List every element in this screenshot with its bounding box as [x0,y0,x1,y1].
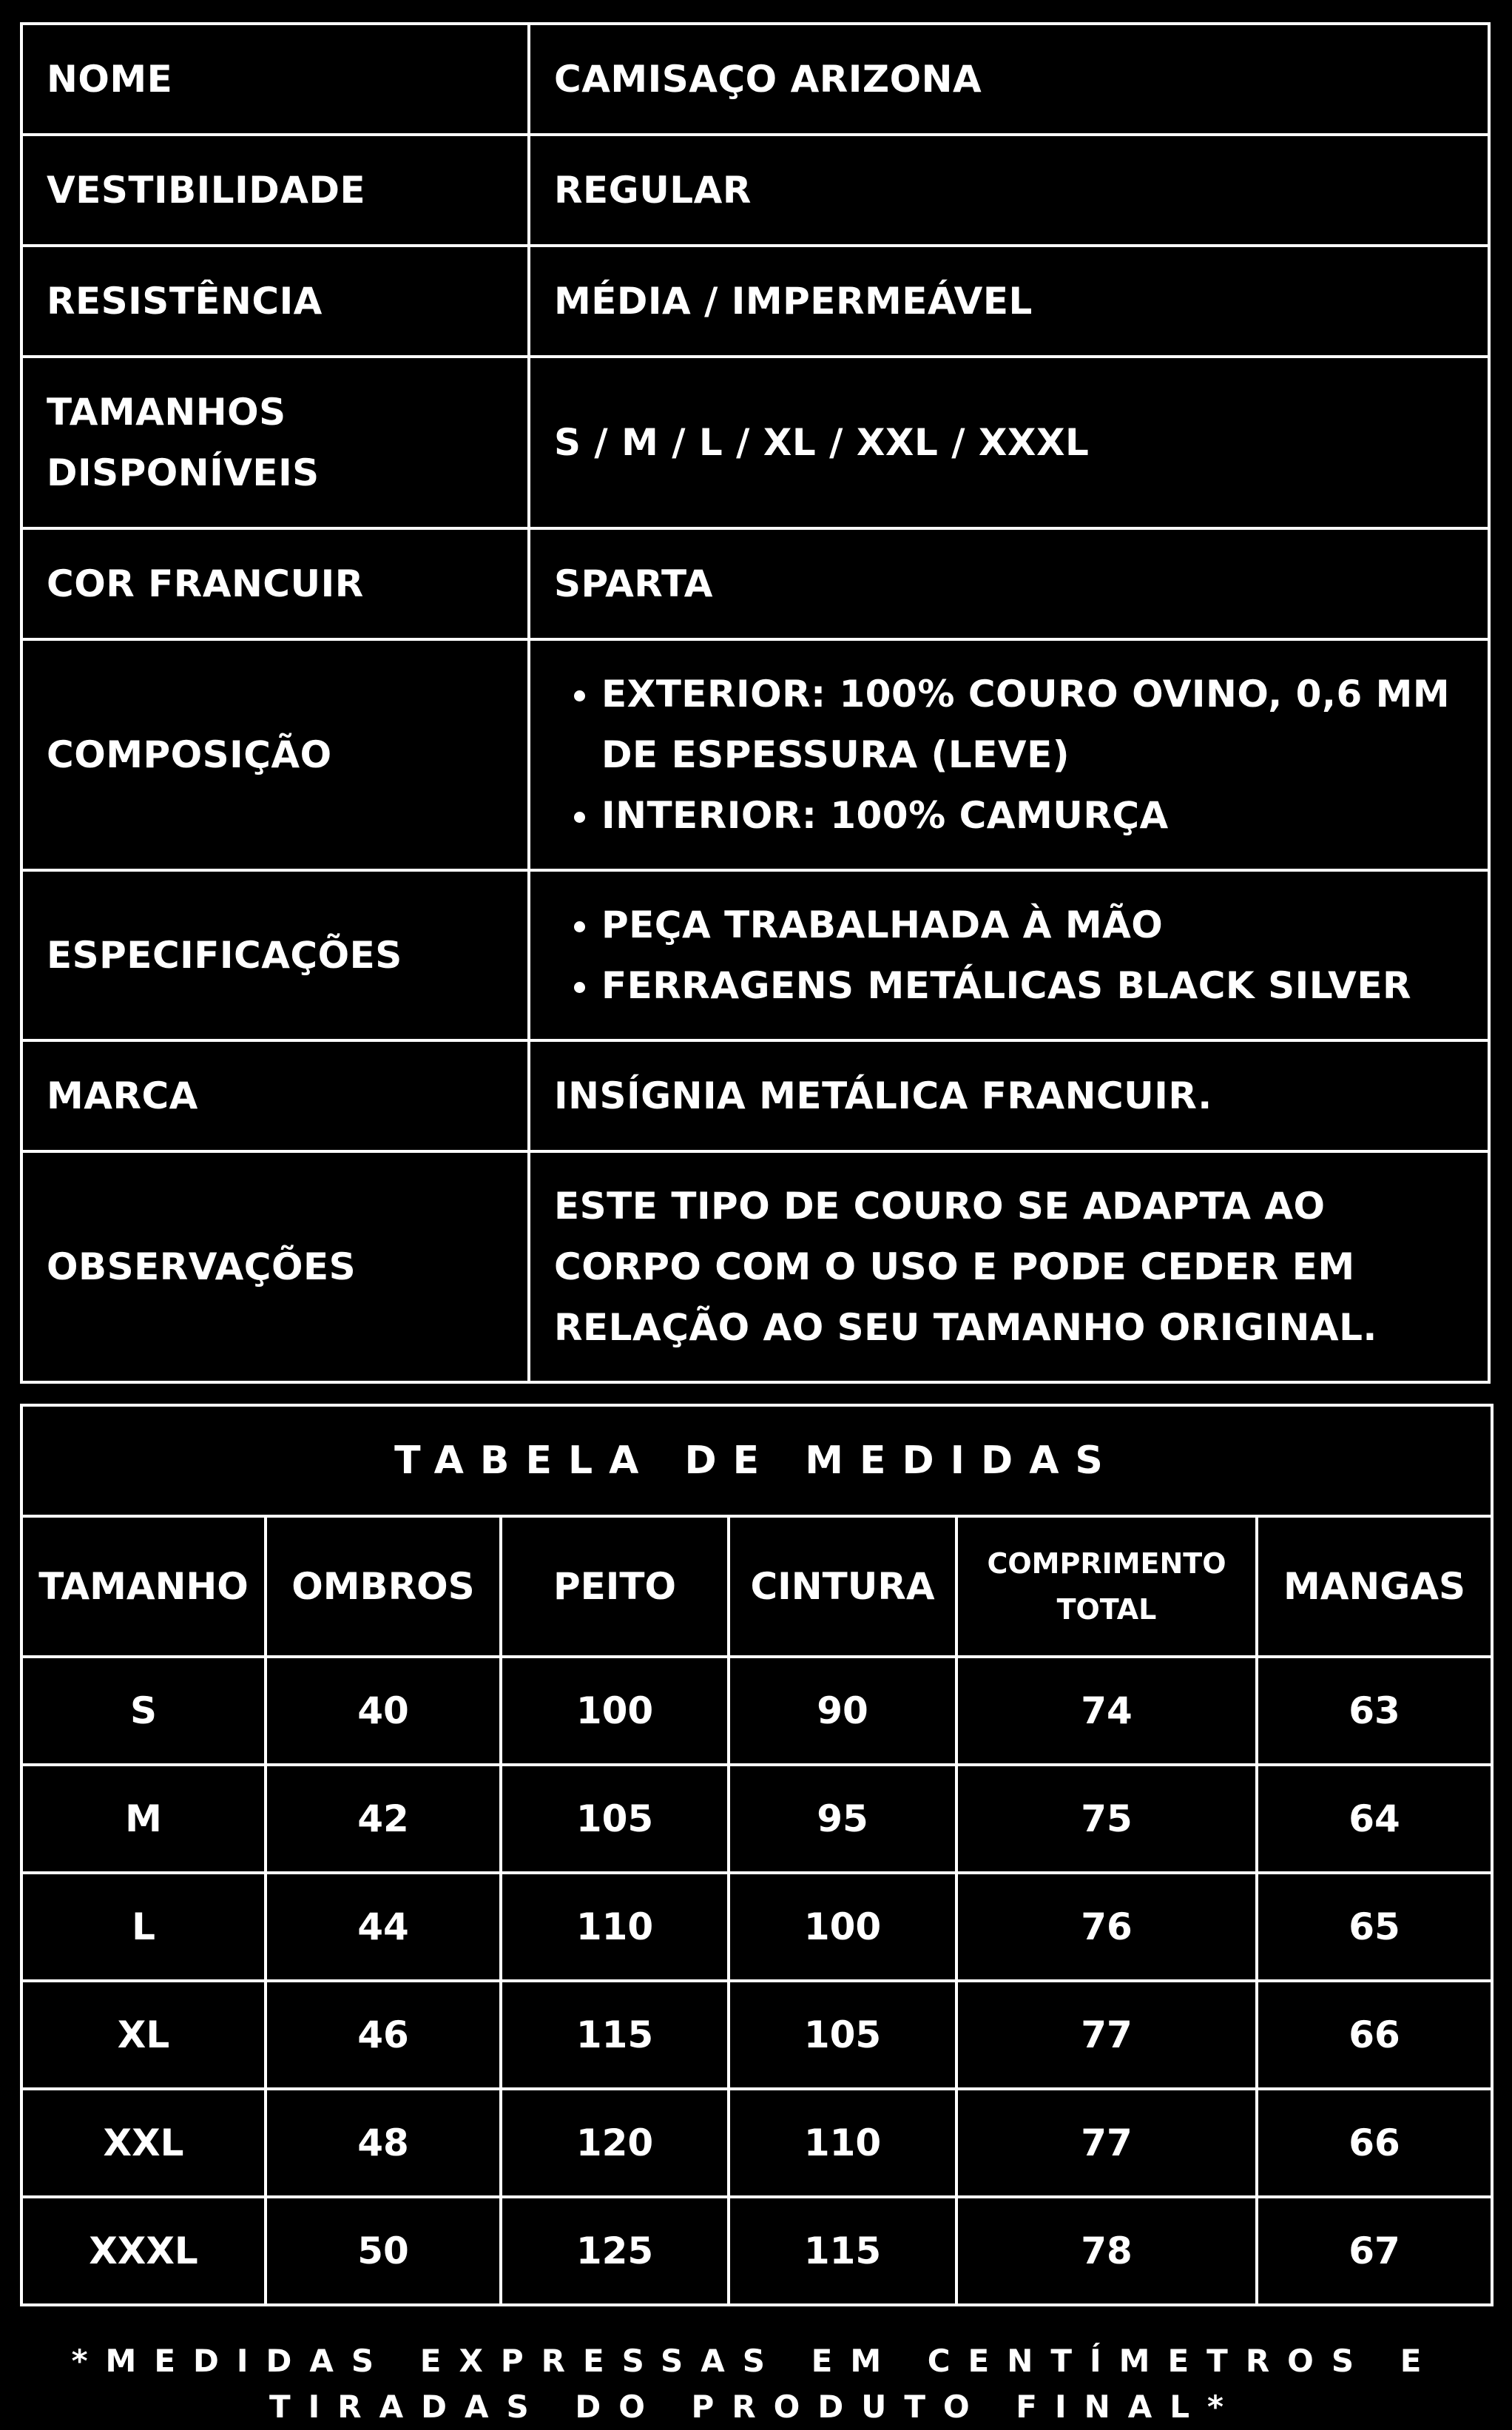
spec-label: MARCA [21,1040,529,1151]
table-row [21,2089,1492,2197]
table-cell: 50 [266,2197,501,2305]
spec-value [529,639,1489,870]
table-row [21,1765,1492,1873]
spec-value: CAMISAÇO ARIZONA [529,24,1489,135]
table-cell: 100 [501,1657,729,1765]
table-cell: 44 [266,1873,501,1981]
list-item: • FERRAGENS METÁLICAS BLACK SILVER [601,955,1464,1016]
table-cell: 110 [501,1873,729,1981]
spec-value: ESTE TIPO DE COURO SE ADAPTA AO CORPO COM O USO E PODE CEDER EM RELAÇÃO AO SEU TAMANHO ORIGINAL. [529,1151,1489,1382]
spec-label: COMPOSIÇÃO [21,639,529,870]
spec-row-observacoes [21,1151,1489,1382]
table-cell: 67 [1257,2197,1492,2305]
table-cell: 76 [956,1873,1257,1981]
table-cell: 74 [956,1657,1257,1765]
table-cell: M [21,1765,266,1873]
spec-row-tamanhos [21,357,1489,528]
product-specs-table [20,22,1491,1384]
table-cell: 40 [266,1657,501,1765]
spec-label: RESISTÊNCIA [21,246,529,357]
spec-row-composicao [21,639,1489,870]
spec-label: NOME [21,24,529,135]
spec-row-marca [21,1040,1489,1151]
table-cell: 63 [1257,1657,1492,1765]
table-cell: 95 [729,1765,956,1873]
table-cell: S [21,1657,266,1765]
table-cell: 115 [501,1981,729,2089]
spec-value: S / M / L / XL / XXL / XXXL [529,357,1489,528]
spec-row-nome [21,24,1489,135]
spec-value: REGULAR [529,135,1489,246]
table-cell: 100 [729,1873,956,1981]
table-cell: 77 [956,1981,1257,2089]
table-cell: 64 [1257,1765,1492,1873]
spec-row-cor [21,528,1489,639]
table-row [21,1981,1492,2089]
table-cell: 90 [729,1657,956,1765]
table-cell: XXXL [21,2197,266,2305]
spec-label: ESPECIFICAÇÕES [21,870,529,1040]
table-cell: 120 [501,2089,729,2197]
spec-label: COR FRANCUIR [21,528,529,639]
list-item: • EXTERIOR: 100% COURO OVINO, 0,6 MM DE ESPESSURA (LEVE) [601,664,1464,785]
column-header: OMBROS [266,1516,501,1657]
spec-label: OBSERVAÇÕES [21,1151,529,1382]
table-cell: 48 [266,2089,501,2197]
column-header: CINTURA [729,1516,956,1657]
table-cell: XXL [21,2089,266,2197]
spec-value: MÉDIA / IMPERMEÁVEL [529,246,1489,357]
column-header: PEITO [501,1516,729,1657]
table-cell: 66 [1257,1981,1492,2089]
list-item: • PEÇA TRABALHADA À MÃO [601,895,1464,955]
table-cell: 66 [1257,2089,1492,2197]
table-cell: 65 [1257,1873,1492,1981]
spec-row-especificacoes [21,870,1489,1040]
composition-list [554,664,1464,846]
table-cell: 110 [729,2089,956,2197]
measurements-table [20,1404,1494,2306]
spec-label: TAMANHOS DISPONÍVEIS [21,357,529,528]
list-item: • INTERIOR: 100% CAMURÇA [601,785,1464,846]
table-cell: 115 [729,2197,956,2305]
specifications-list [554,895,1464,1016]
table-cell: 105 [501,1765,729,1873]
column-header: TAMANHO [21,1516,266,1657]
column-header: MANGAS [1257,1516,1492,1657]
table-cell: 42 [266,1765,501,1873]
spec-row-vestibilidade [21,135,1489,246]
table-cell: 46 [266,1981,501,2089]
table-cell: XL [21,1981,266,2089]
table-cell: 105 [729,1981,956,2089]
table-row [21,1657,1492,1765]
spec-value: INSÍGNIA METÁLICA FRANCUIR. [529,1040,1489,1151]
measurements-footnote: *MEDIDAS EXPRESSAS EM CENTÍMETROS E TIRADAS DO PRODUTO FINAL* [71,2343,1440,2425]
column-header: COMPRIMENTO TOTAL [956,1516,1257,1657]
spec-label: VESTIBILIDADE [21,135,529,246]
table-cell: 77 [956,2089,1257,2197]
table-cell: 125 [501,2197,729,2305]
table-cell: L [21,1873,266,1981]
spec-row-resistencia [21,246,1489,357]
table-row [21,1873,1492,1981]
table-cell: 75 [956,1765,1257,1873]
table-cell: 78 [956,2197,1257,2305]
measurements-title: TABELA DE MEDIDAS [21,1405,1492,1516]
spec-value: SPARTA [529,528,1489,639]
table-row [21,2197,1492,2305]
spec-value [529,870,1489,1040]
